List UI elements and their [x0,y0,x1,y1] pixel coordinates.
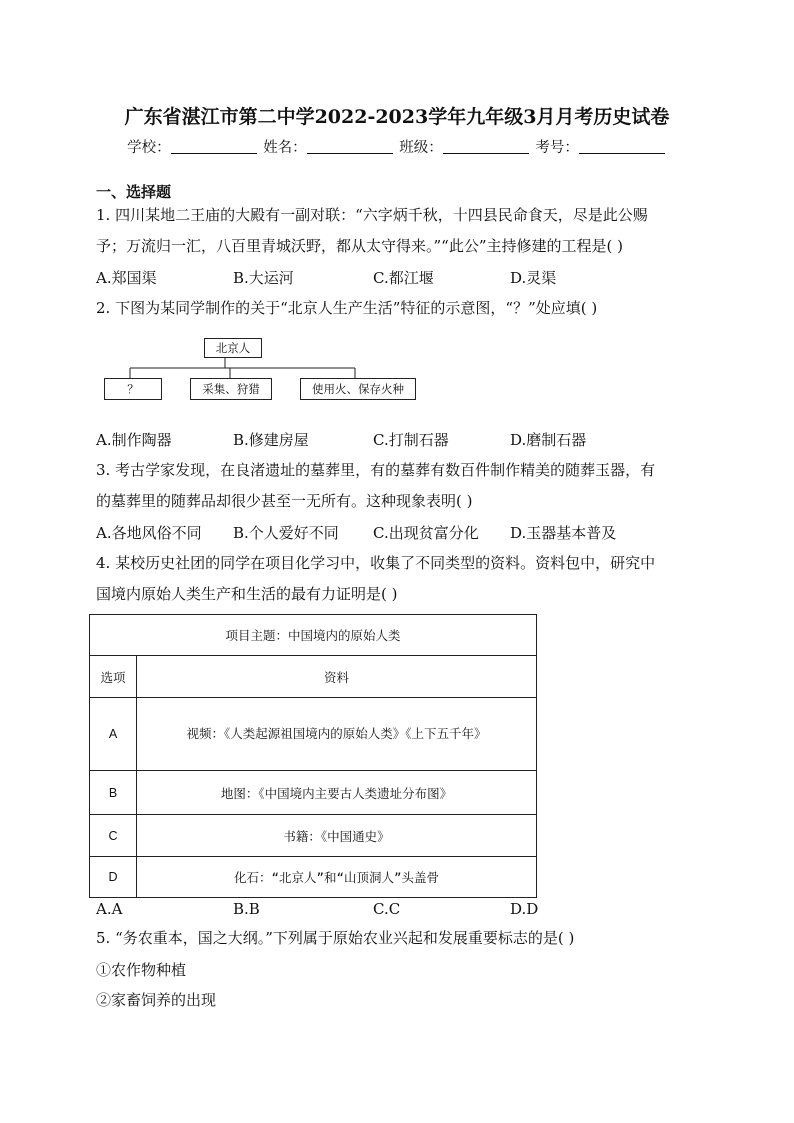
table-header-material: 资料 [137,656,537,698]
section-title: 一、选择题 [96,183,172,201]
q5-item-1: ①农作物种植 [96,961,187,979]
table-row [90,698,537,771]
q4-text-line2: 国境内原始人类生产和生活的最有力证明是( ) [96,585,398,603]
q2-option-a: A.制作陶器 [96,431,172,449]
name-blank[interactable] [307,139,393,154]
q3-option-c: C.出现贫富分化 [373,524,479,542]
q2-option-c: C.打制石器 [373,431,449,449]
table-cell-option: B [90,771,137,815]
table-row [90,815,537,857]
q2-option-b: B.修建房屋 [233,431,309,449]
q3-option-d: D.玉器基本普及 [510,524,617,542]
table-row [90,857,537,898]
school-label: 学校： [127,140,171,156]
table-cell-option: D [90,857,137,898]
diagram-node-fire: 使用火、保存火种 [300,378,416,400]
q2-option-d: D.磨制石器 [510,431,587,449]
q1-text-line1: 1. 四川某地二王庙的大殿有一副对联：“六字炳千秋，十四县民命食天，尽是此公赐 [96,206,648,224]
q1-option-c: C.都江堰 [373,269,434,287]
q4-text-line1: 4. 某校历史社团的同学在项目化学习中，收集了不同类型的资料。资料包中，研究中 [96,554,656,572]
q5-text-line1: 5. “务农重本，国之大纲。”下列属于原始农业兴起和发展重要标志的是( ) [96,929,575,947]
q3-text-line2: 的墓葬里的随葬品却很少甚至一无所有。这种现象表明( ) [96,492,473,510]
table-row [90,771,537,815]
class-blank[interactable] [443,139,529,154]
exam-number-label: 考号： [535,140,579,156]
q1-option-a: A.郑国渠 [96,269,157,287]
diagram-root-node: 北京人 [204,338,262,358]
table-row [90,615,537,656]
q4-option-c: C.C [373,900,401,918]
q4-option-a: A.A [96,900,123,918]
class-label: 班级： [399,140,443,156]
q4-option-d: D.D [510,900,539,918]
table-cell-option: A [90,698,137,771]
q3-text-line1: 3. 考古学家发现，在良渚遗址的墓葬里，有的墓葬有数百件制作精美的随葬玉器，有 [96,461,656,479]
q3-option-b: B.个人爱好不同 [233,524,339,542]
exam-number-blank[interactable] [579,139,665,154]
school-blank[interactable] [171,139,257,154]
table-topic-cell: 项目主题：中国境内的原始人类 [90,615,537,656]
table-cell-option: C [90,815,137,857]
page-title: 广东省湛江市第二中学2022-2023学年九年级3月月考历史试卷 [124,106,670,128]
materials-table [89,614,537,898]
table-cell-material: 化石：“北京人”和“山顶洞人”头盖骨 [137,857,537,898]
table-header-option: 选项 [90,656,137,698]
table-cell-material: 视频：《人类起源祖国境内的原始人类》《上下五千年》 [137,698,537,771]
q3-option-a: A.各地风俗不同 [96,524,202,542]
student-info-line [0,136,794,157]
table-cell-material: 书籍：《中国通史》 [137,815,537,857]
name-label: 姓名： [263,140,307,156]
table-cell-material: 地图：《中国境内主要古人类遗址分布图》 [137,771,537,815]
q1-option-d: D.灵渠 [510,269,557,287]
q5-item-2: ②家畜饲养的出现 [96,991,217,1009]
q1-option-b: B.大运河 [233,269,294,287]
q2-text-line1: 2. 下图为某同学制作的关于“北京人生产生活”特征的示意图，“？”处应填( ) [96,299,598,317]
q4-option-b: B.B [233,900,260,918]
diagram-node-gathering: 采集、狩猎 [190,378,272,400]
table-header-row [90,656,537,698]
q1-text-line2: 予；万流归一汇，八百里青城沃野，都从太守得来。”“此公”主持修建的工程是( ) [96,237,623,255]
diagram-node-unknown: ？ [104,378,162,400]
